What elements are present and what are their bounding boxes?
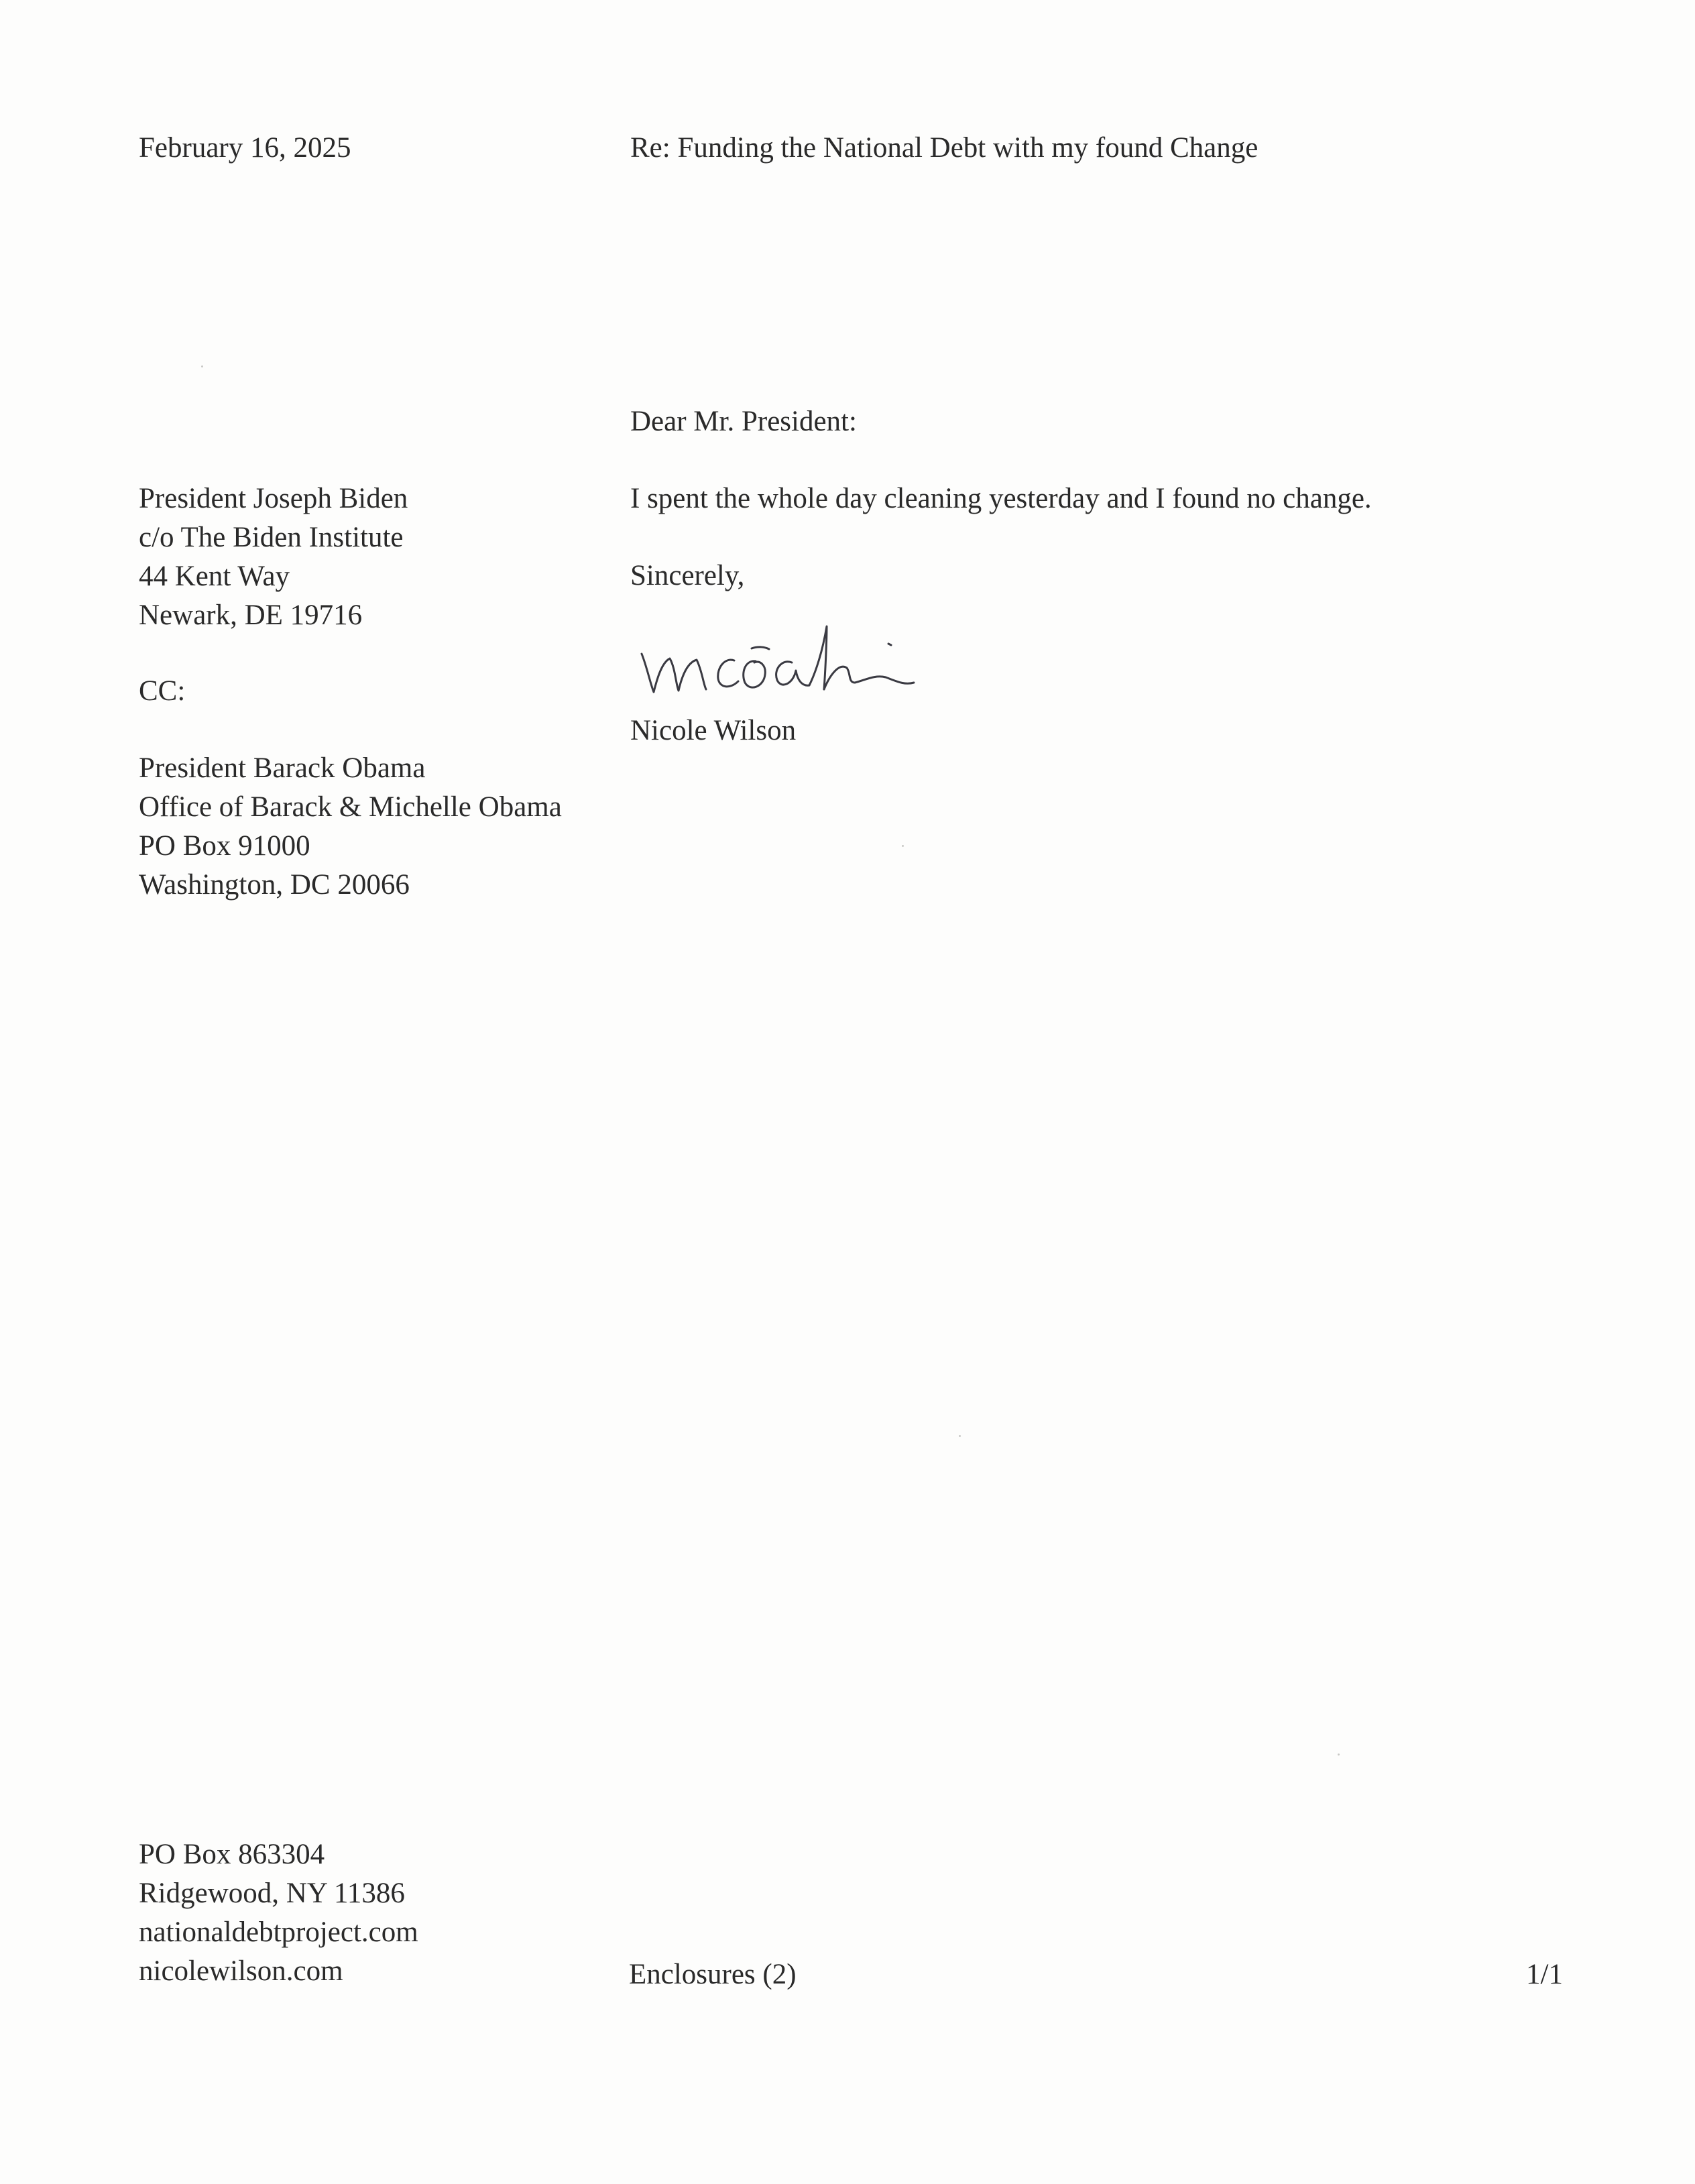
- paper-speck: [201, 365, 203, 367]
- recipient-line: c/o The Biden Institute: [139, 522, 404, 553]
- salutation: Dear Mr. President:: [630, 406, 857, 437]
- recipient-line: Newark, DE 19716: [139, 599, 363, 631]
- letter-subject: Re: Funding the National Debt with my found Change: [630, 132, 1259, 164]
- recipient-line: President Joseph Biden: [139, 483, 408, 514]
- cc-line: Office of Barack & Michelle Obama: [139, 791, 562, 823]
- footer-website: nationaldebtproject.com: [139, 1916, 418, 1948]
- paper-speck: [1338, 1754, 1340, 1756]
- letter-body: I spent the whole day cleaning yesterday and I found no change.: [630, 483, 1372, 514]
- page-number: 1/1: [1526, 1959, 1563, 1990]
- signer-name: Nicole Wilson: [630, 715, 797, 746]
- footer-address-line: Ridgewood, NY 11386: [139, 1878, 405, 1909]
- sender-footer-address: [139, 1835, 418, 1991]
- cc-recipient-address: [139, 749, 562, 905]
- cc-line: President Barack Obama: [139, 752, 426, 784]
- recipient-address: [139, 479, 408, 635]
- cc-line: PO Box 91000: [139, 830, 310, 862]
- closing: Sincerely,: [630, 560, 745, 591]
- footer-website: nicolewilson.com: [139, 1955, 343, 1987]
- cc-line: Washington, DC 20066: [139, 869, 410, 901]
- recipient-line: 44 Kent Way: [139, 561, 290, 592]
- paper-speck: [959, 1435, 961, 1437]
- paper-speck: [902, 845, 904, 847]
- handwritten-signature: [634, 604, 929, 704]
- cc-label: CC:: [139, 675, 186, 707]
- letter-date: February 16, 2025: [139, 132, 351, 164]
- enclosures-note: Enclosures (2): [629, 1959, 797, 1990]
- footer-address-line: PO Box 863304: [139, 1839, 325, 1870]
